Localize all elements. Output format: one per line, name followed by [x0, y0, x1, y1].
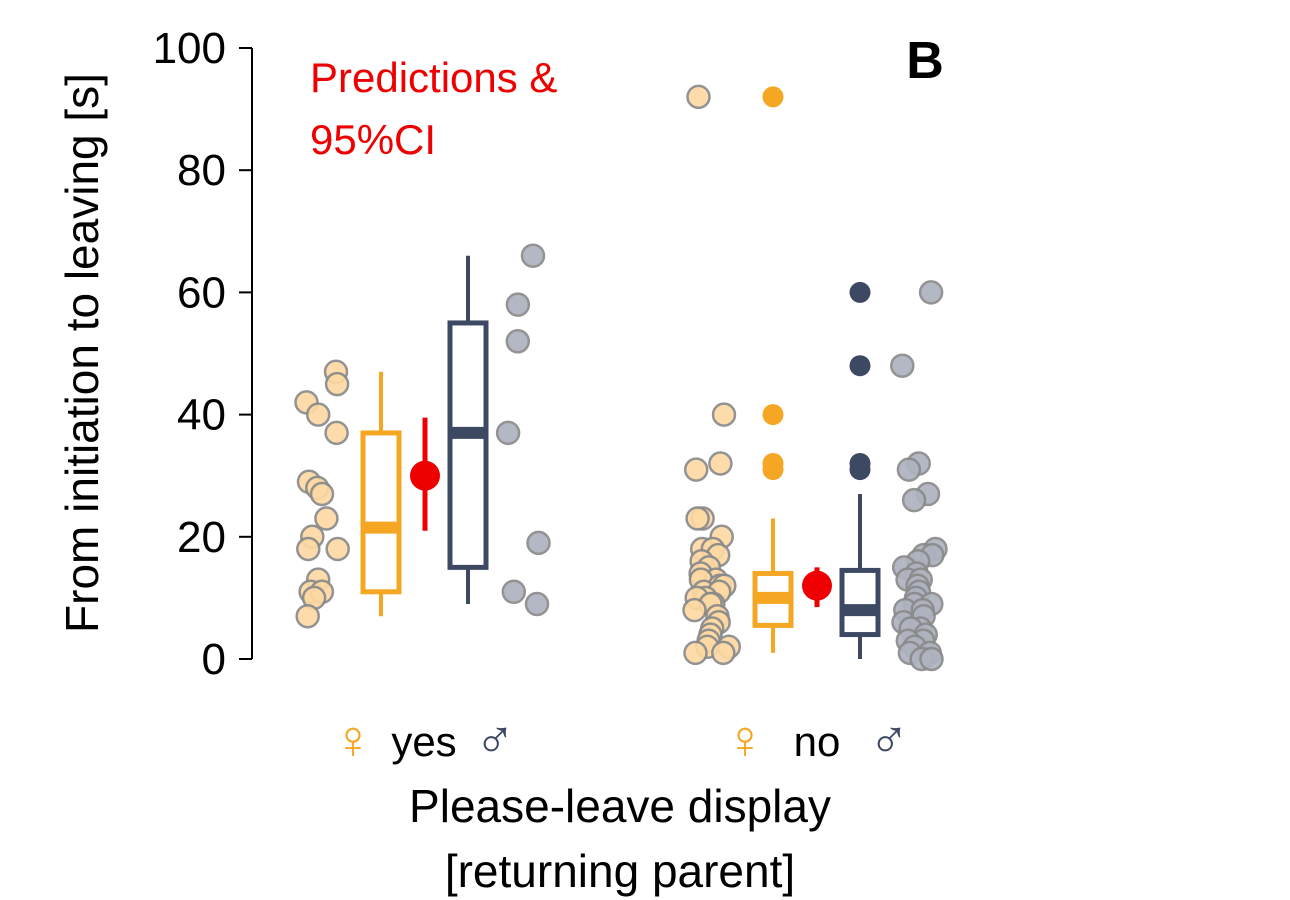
data-point [685, 459, 707, 481]
data-point [326, 422, 348, 444]
y-tick-label: 100 [152, 24, 226, 73]
x-tick-label: yes [391, 718, 457, 765]
female-points [684, 86, 740, 664]
data-point [297, 605, 319, 627]
data-point [713, 404, 735, 426]
box [363, 433, 399, 592]
data-point [507, 330, 529, 352]
data-point [688, 86, 710, 108]
y-tick-label: 80 [177, 146, 226, 196]
female-symbol: ♀ [332, 710, 374, 770]
data-point [528, 532, 550, 554]
y-axis-label: From initiation to leaving [s] [56, 73, 108, 633]
data-point [311, 483, 333, 505]
y-tick-label: 40 [177, 390, 226, 440]
y-axis [153, 24, 252, 684]
male-points [891, 281, 946, 670]
outlier-point [850, 282, 871, 303]
female-points [296, 361, 349, 627]
male-symbol: ♂ [474, 710, 516, 770]
data-point [497, 422, 519, 444]
annotation-line-2: 95%CI [310, 116, 437, 163]
data-point [307, 404, 329, 426]
boxplot [755, 86, 791, 653]
data-point [687, 508, 709, 530]
x-tick-label: no [793, 718, 841, 765]
data-point [709, 453, 731, 475]
data-point [522, 245, 544, 267]
annotation-line-1: Predictions & [310, 54, 558, 101]
data-point [507, 294, 529, 316]
y-tick-label: 60 [177, 268, 226, 318]
data-point [921, 648, 943, 670]
outlier-point [850, 459, 871, 480]
x-axis-label-line-1: Please-leave display [409, 780, 831, 832]
boxplot [450, 256, 486, 604]
x-group-label-no [725, 710, 910, 770]
y-tick-label: 20 [177, 512, 226, 562]
data-point [898, 459, 920, 481]
data-point [712, 642, 734, 664]
data-point [684, 599, 706, 621]
data-point [526, 593, 548, 615]
outlier-point [850, 355, 871, 376]
x-group-label-yes [333, 710, 516, 770]
data-point [891, 355, 913, 377]
outlier-point [763, 459, 784, 480]
panel-label: B [906, 32, 944, 90]
data-point [327, 538, 349, 560]
male-points [497, 245, 549, 615]
boxplot [842, 282, 878, 659]
box [450, 323, 486, 567]
prediction [802, 567, 832, 607]
group-yes [296, 245, 550, 628]
plot-area [296, 86, 947, 670]
prediction-point [410, 461, 440, 491]
data-point [920, 281, 942, 303]
prediction [410, 418, 440, 531]
outlier-point [763, 86, 784, 107]
outlier-point [763, 404, 784, 425]
data-point [315, 508, 337, 530]
data-point [685, 642, 707, 664]
y-tick-label: 0 [201, 635, 226, 684]
box [842, 570, 878, 634]
prediction-point [802, 571, 832, 601]
data-point [326, 373, 348, 395]
female-symbol: ♀ [724, 710, 766, 770]
group-no [684, 86, 947, 670]
data-point [503, 581, 525, 603]
x-axis-label-line-2: [returning parent] [444, 845, 796, 897]
data-point [903, 489, 925, 511]
male-symbol: ♂ [868, 710, 910, 770]
data-point [297, 538, 319, 560]
boxplot [363, 372, 399, 616]
